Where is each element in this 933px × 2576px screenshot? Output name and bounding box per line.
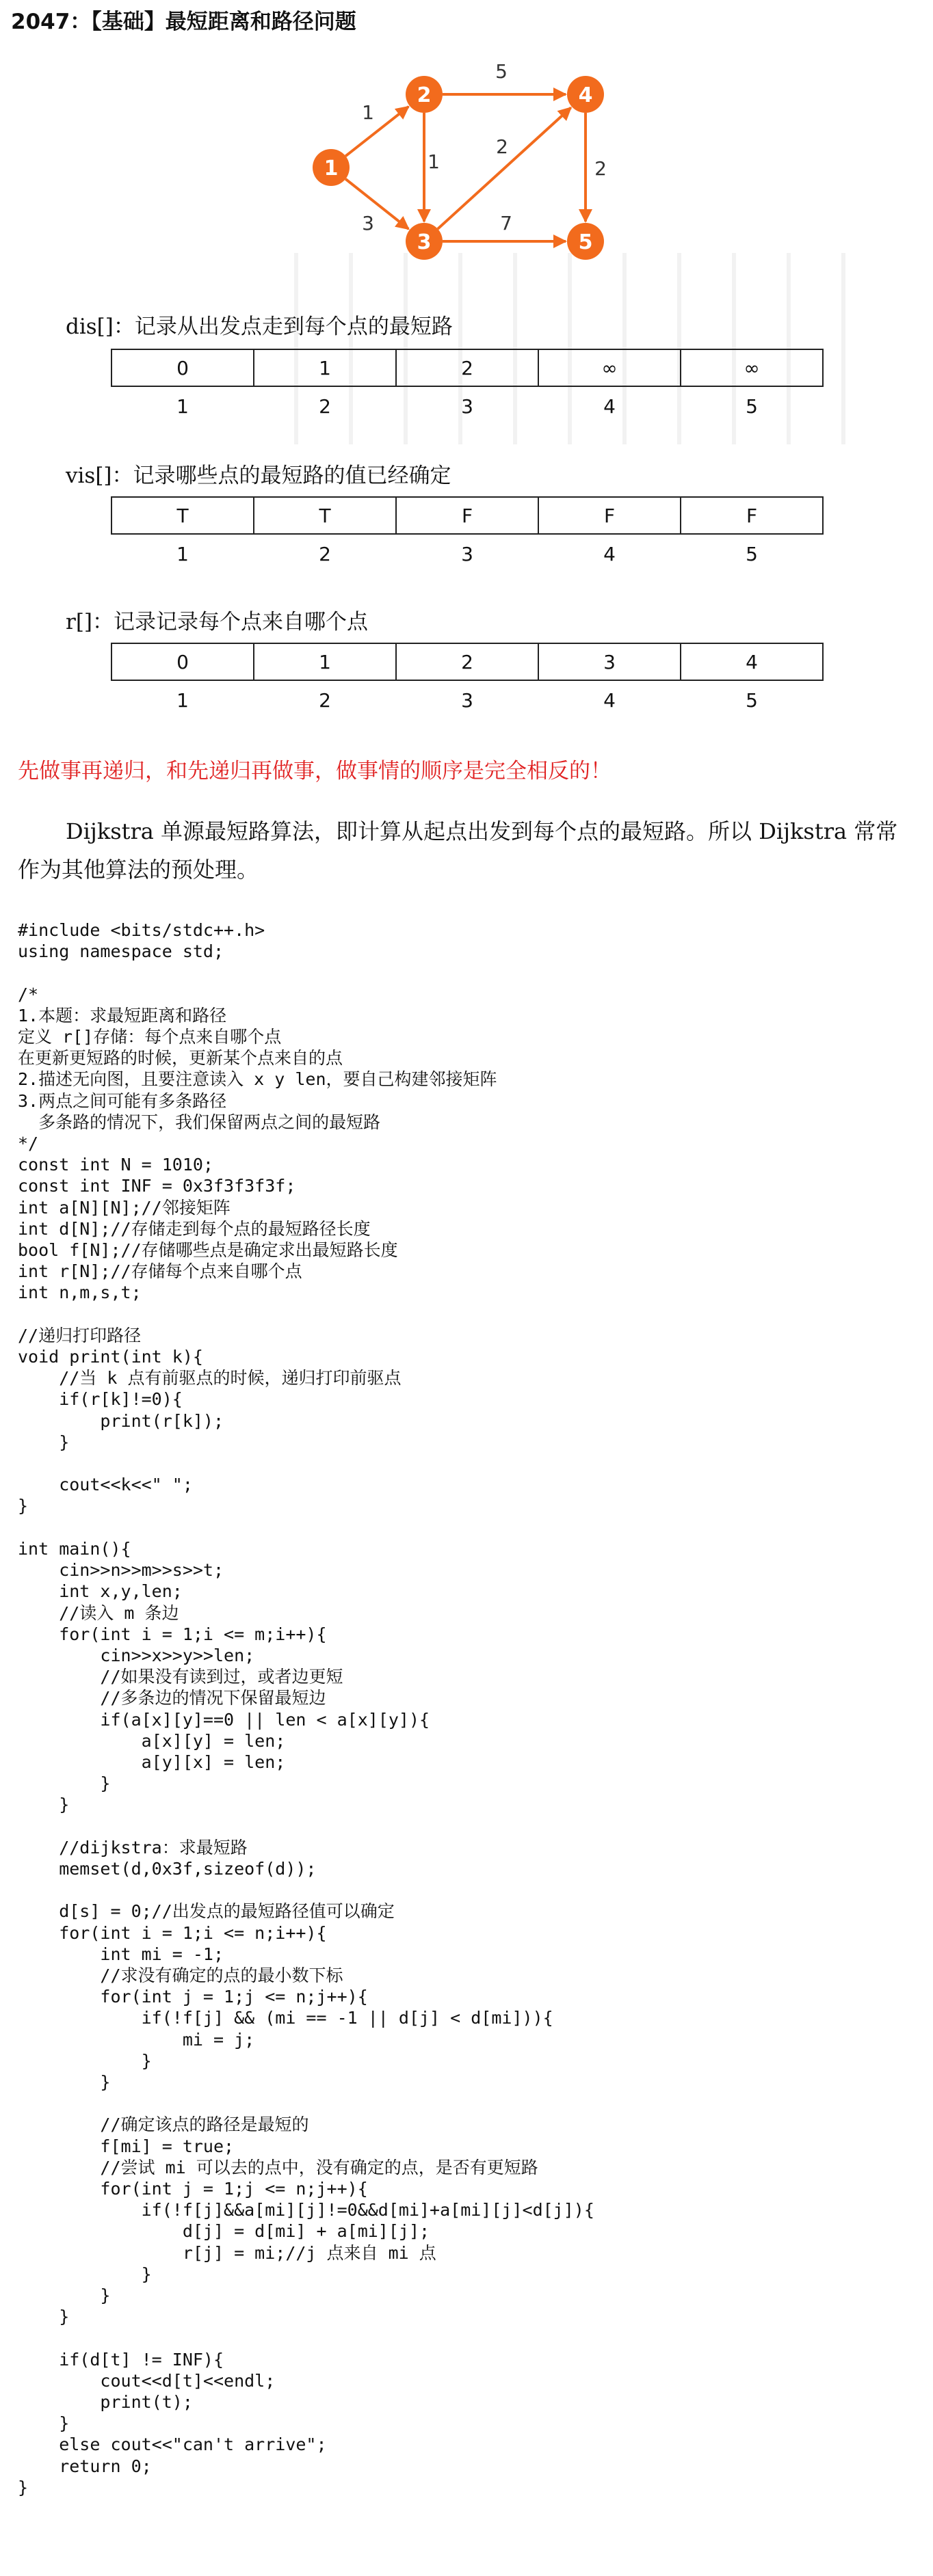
graph-edges (345, 60, 607, 241)
array-index: 4 (603, 394, 616, 418)
array-values-row (111, 497, 823, 534)
edge-weight-label: 7 (500, 212, 512, 234)
graph-diagram (274, 53, 643, 279)
array-index: 1 (176, 394, 189, 418)
array-cell: 1 (254, 643, 396, 680)
array-values-row (111, 349, 823, 386)
array-cell: T (254, 497, 396, 534)
page-title: 2047：【基础】最短距离和路径问题 (11, 10, 356, 34)
dis-array-table (111, 349, 824, 425)
array-cell: 2 (396, 643, 538, 680)
edge-weight-label: 1 (428, 150, 440, 173)
array-cell: ∞ (681, 349, 823, 386)
vis-array-label: vis[]：记录哪些点的最短路的值已经确定 (66, 464, 451, 488)
array-index: 4 (603, 688, 616, 712)
r-array-label: r[]：记录记录每个点来自哪个点 (66, 610, 369, 634)
graph-node-label: 2 (417, 83, 432, 107)
edge-weight-label: 3 (362, 212, 374, 234)
array-cell: F (681, 497, 823, 534)
edge-weight-label: 5 (495, 60, 508, 83)
array-values-row (111, 643, 823, 680)
array-index: 2 (319, 394, 331, 418)
array-cell: 4 (681, 643, 823, 680)
array-index: 3 (461, 542, 473, 565)
array-cell: 0 (111, 643, 254, 680)
array-index: 5 (746, 542, 758, 565)
graph-node-label: 5 (578, 230, 593, 254)
array-index: 4 (603, 542, 616, 565)
remark-text: 先做事再递归，和先递归再做事，做事情的顺序是完全相反的！ (18, 759, 612, 783)
array-index: 2 (319, 688, 331, 712)
array-index: 1 (176, 688, 189, 712)
code-block: #include <bits/stdc++.h> using namespace std; /* 1.本题：求最短距离和路径 定义 r[]存储：每个点来自哪个点 在更新更短路的时候，更新某个点来自的点 2.描述无向图，且要注意读入 x y len，要自己构建邻接矩阵 3.两点之间可能有多条路径 多条路的情况下，我们保留两点之间的最短路 */ const int N = 1010; const int INF = 0x3f3f3f3f; int a[N][N];//邻接矩阵 int d[N];//存储走到每个点的最短路径长度 bool f[N];//存储哪些点是确定求出最短路长度 int r[N];//存储每个点来自哪个点 int n,m,s,t; //递归打印路径 void print(int k){ //当 k 点有前驱点的时候，递归打印前驱点 if(r[k]!=0){ print(r[k]); } cout<<k<<" "; } int main(){ cin>>n>>m>>s>>t; int x,y,len; //读入 m 条边 for(int i = 1;i <= m;i++){ cin>>x>>y>>len; //如果没有读到过，或者边更短 //多条边的情况下保留最短边 if(a[x][y]==0 || len < a[x][y]){ a[x][y] = len; a[y][x] = len; } } //dijkstra：求最短路 memset(d,0x3f,sizeof(d)); d[s] = 0;//出发点的最短路径值可以确定 for(int i = 1;i <= n;i++){ int mi = -1; //求没有确定的点的最小数下标 for(int j = 1;j <= n;j++){ if(!f[j] && (mi == -1 || d[j] < d[mi])){ mi = j; } } //确定该点的路径是最短的 f[mi] = true; //尝试 mi 可以去的点中，没有确定的点，是否有更短路 for(int j = 1;j <= n;j++){ if(!f[j]&&a[mi][j]!=0&&d[mi]+a[mi][j]<d[j]){ d[j] = d[mi] + a[mi][j]; r[j] = mi;//j 点来自 mi 点 } } } if(d[t] != INF){ cout<<d[t]<<endl; print(t); } else cout<<"can't arrive"; return 0; } (18, 920, 594, 2497)
graph-node-label: 3 (417, 230, 432, 254)
array-index-row (111, 680, 823, 719)
array-cell: T (111, 497, 254, 534)
array-index: 3 (461, 394, 473, 418)
array-index: 1 (176, 542, 189, 565)
graph-nodes (313, 76, 604, 260)
array-index-row (111, 386, 823, 425)
array-index: 5 (746, 394, 758, 418)
edge-weight-label: 2 (594, 157, 607, 180)
graph-edge-1-2 (345, 107, 408, 156)
array-cell: 2 (396, 349, 538, 386)
vis-array-table (111, 496, 824, 573)
array-cell: F (396, 497, 538, 534)
graph-edge-3-4 (438, 108, 571, 229)
array-index: 3 (461, 688, 473, 712)
graph-node-label: 1 (324, 157, 339, 180)
array-cell: 0 (111, 349, 254, 386)
description-paragraph: Dijkstra 单源最短路算法，即计算从起点出发到每个点的最短路。所以 Dijkstra 常常作为其他算法的预处理。 (18, 818, 898, 883)
array-cell: 3 (538, 643, 681, 680)
dis-array-label: dis[]：记录从出发点走到每个点的最短路 (66, 314, 453, 339)
edge-weight-label: 1 (362, 101, 374, 124)
graph-edge-1-3 (345, 179, 408, 229)
edge-weight-label: 2 (496, 135, 508, 158)
array-cell: 1 (254, 349, 396, 386)
array-cell: F (538, 497, 681, 534)
array-index: 5 (746, 688, 758, 712)
array-cell: ∞ (538, 349, 681, 386)
array-index-row (111, 534, 823, 573)
r-array-table (111, 643, 824, 719)
graph-node-label: 4 (578, 83, 593, 107)
array-index: 2 (319, 542, 331, 565)
